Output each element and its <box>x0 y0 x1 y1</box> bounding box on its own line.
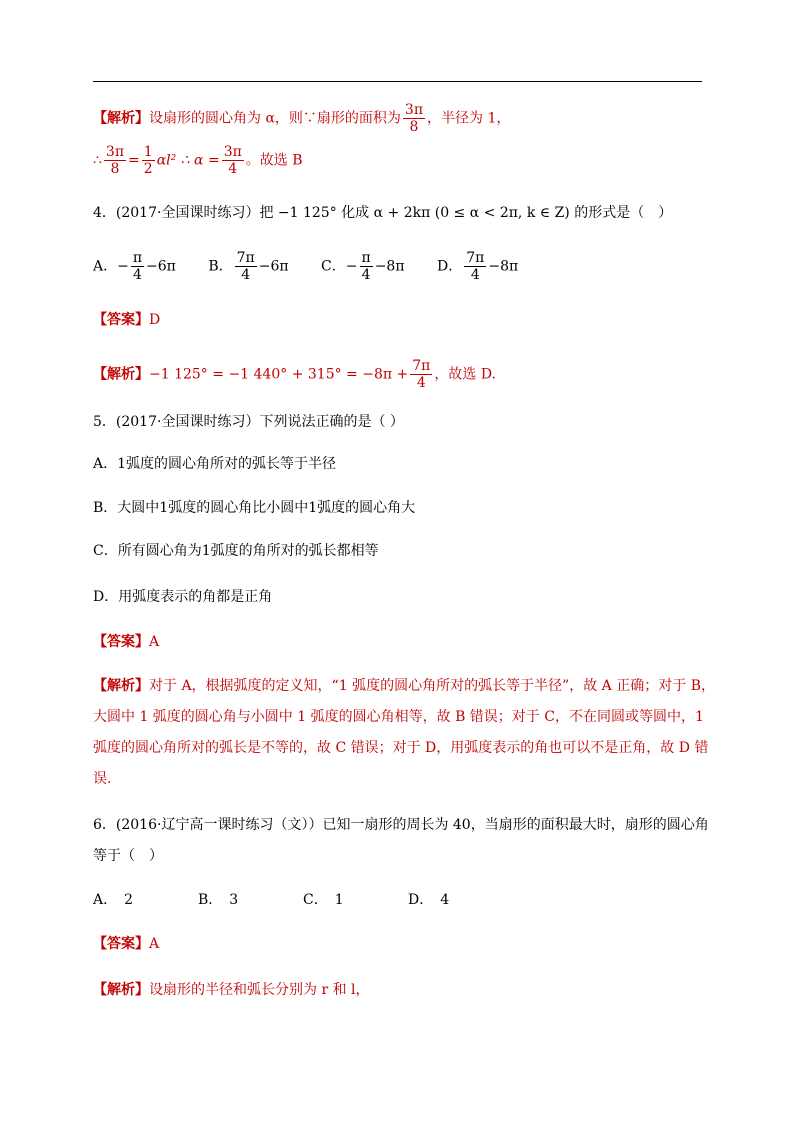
q6-option-a: A． 2 <box>93 892 134 908</box>
frac-den: 4 <box>416 375 426 391</box>
option-tail: −6π <box>146 258 176 275</box>
frac-den: 4 <box>470 267 480 283</box>
fraction <box>403 102 425 135</box>
option-tail: −6π <box>258 258 289 275</box>
q6-option-c: C． 1 <box>303 892 344 908</box>
fraction <box>360 250 373 283</box>
option-letter: C．− <box>321 258 358 275</box>
q4-solution <box>93 358 496 391</box>
solution-label: 【解析】 <box>93 982 149 998</box>
prev-text-a: 设扇形的圆心角为 α，则∵扇形的面积为 <box>149 110 401 127</box>
q5-answer <box>93 632 159 652</box>
therefore-sign: ∴ <box>93 152 102 169</box>
option-tail: −8π <box>374 258 405 275</box>
q4-option-a <box>93 250 176 283</box>
answer-value: A <box>149 634 160 650</box>
frac-num: π <box>361 250 371 266</box>
q4-stem: 4．(2017·全国课时练习）把 −1 125° 化成 α + 2kπ (0 ≤ α < 2π, k ∈ Z) 的形式是（ ） <box>93 205 673 221</box>
q5-option-c: C．所有圆心角为1弧度的角所对的弧长都相等 <box>93 543 379 559</box>
q5-option-a: A．1弧度的圆心角所对的弧长等于半径 <box>93 456 337 472</box>
q6-solution <box>93 980 370 1000</box>
frac-den: 8 <box>409 119 419 135</box>
q6-option-d: D． 4 <box>408 892 450 908</box>
prev-formula: αl² ∴ α = <box>156 152 220 169</box>
fraction <box>235 250 257 283</box>
frac-num: 3π <box>404 102 424 118</box>
option-tail: −8π <box>488 258 519 275</box>
frac-num: 1 <box>143 144 153 160</box>
q5-option-d: D．用弧度表示的角都是正角 <box>93 589 273 605</box>
frac-den: 4 <box>241 267 251 283</box>
header-rule <box>93 81 702 82</box>
solution-text: −1 125° = −1 440° + 315° = −8π + <box>149 366 409 383</box>
q4-option-d <box>437 250 518 283</box>
fraction <box>131 250 144 283</box>
frac-num: π <box>132 250 143 266</box>
q5-stem: 5．(2017·全国课时练习）下列说法正确的是（ ） <box>93 414 404 430</box>
q6-stem-line-1: 6．(2016·辽宁高一课时练习（文））已知一扇形的周长为 40，当扇形的面积最大时，扇形的圆心角 <box>93 817 709 833</box>
option-letter: D． <box>437 258 463 275</box>
solution-label: 【解析】 <box>93 678 149 694</box>
q4-option-c <box>321 250 405 283</box>
option-letter: A．− <box>93 258 129 275</box>
frac-den: 4 <box>361 267 371 283</box>
frac-num: 3π <box>105 144 125 160</box>
prev-conclusion: 。故选 B <box>245 152 303 169</box>
solution-text: 对于 A，根据弧度的定义知，“1 弧度的圆心角所对的弧长等于半径”，故 A 正确；对于 B， <box>149 678 715 694</box>
q6-options <box>93 890 513 910</box>
frac-den: 4 <box>132 267 142 283</box>
answer-label: 【答案】 <box>93 936 149 952</box>
q6-option-b: B． 3 <box>198 892 239 908</box>
q5-solution-line-1 <box>93 676 715 696</box>
equals: = <box>128 152 140 169</box>
frac-den: 2 <box>143 161 153 177</box>
frac-den: 4 <box>228 161 238 177</box>
fraction <box>104 144 126 177</box>
frac-num: 7π <box>412 358 431 374</box>
answer-label: 【答案】 <box>93 312 149 328</box>
frac-den: 8 <box>110 161 120 177</box>
prev-solution-line-1 <box>93 102 510 135</box>
frac-num: 7π <box>466 250 485 266</box>
option-letter: B． <box>208 258 233 275</box>
solution-text: ，故选 D. <box>434 366 497 383</box>
solution-text: 设扇形的半径和弧长分别为 r 和 l， <box>149 982 370 998</box>
q4-option-b <box>208 250 288 283</box>
q4-options <box>93 250 546 283</box>
frac-num: 3π <box>223 144 242 160</box>
q6-answer <box>93 934 159 954</box>
fraction <box>222 144 244 177</box>
q5-option-b: B．大圆中1弧度的圆心角比小圆中1弧度的圆心角大 <box>93 500 416 516</box>
q6-stem-line-2: 等于（ ） <box>93 848 163 864</box>
q5-solution-line-3: 弧度的圆心角所对的弧长是不等的，故 C 错误；对于 D，用弧度表示的角也可以不是正角，故 D 错 <box>93 740 709 756</box>
solution-label: 【解析】 <box>93 366 149 383</box>
prev-solution-line-2 <box>93 144 303 177</box>
q4-answer <box>93 310 160 330</box>
answer-value: A <box>149 936 160 952</box>
fraction <box>142 144 155 177</box>
fraction <box>464 250 486 283</box>
answer-value: D <box>149 312 161 328</box>
q5-solution-line-2: 大圆中 1 弧度的圆心角与小圆中 1 弧度的圆心角相等，故 B 错误；对于 C，不在同圆或等圆中，1 <box>93 709 704 725</box>
prev-text-b: ，半径为 1， <box>427 110 511 127</box>
frac-num: 7π <box>236 250 255 266</box>
answer-label: 【答案】 <box>93 634 149 650</box>
solution-label: 【解析】 <box>93 110 149 127</box>
q5-solution-line-4: 误. <box>93 771 112 787</box>
fraction <box>410 358 432 391</box>
